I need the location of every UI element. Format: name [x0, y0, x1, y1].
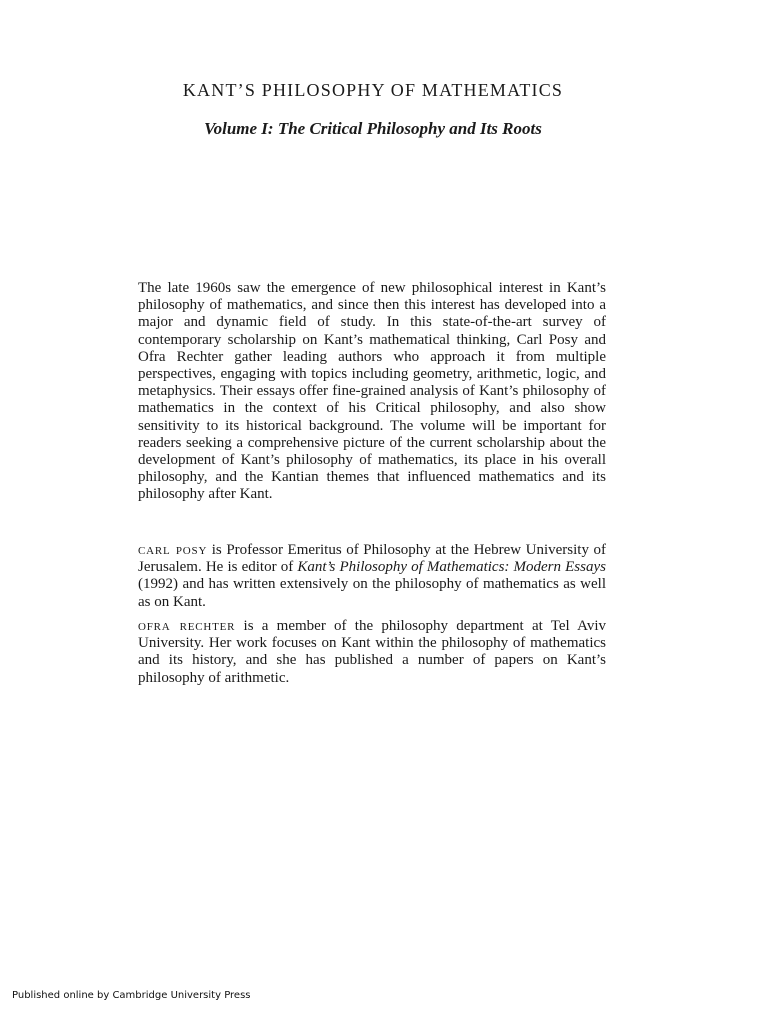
- editor-bio-posy-text-2: (1992) and has written extensively on the philosophy of mathematics as well as on Kant.: [138, 576, 606, 610]
- editor-name-posy: carl posy: [138, 542, 208, 558]
- editor-name-rechter: ofra rechter: [138, 618, 236, 634]
- book-title: KANT’S PHILOSOPHY OF MATHEMATICS: [182, 80, 564, 100]
- editor-bio-posy-book-title: Kant’s Philosophy of Mathematics: Modern Essays: [297, 559, 606, 576]
- editor-bio-rechter-text: is a member of the philosophy department at Tel Aviv University. Her work focuses on Kant within the philosophy of mathematics and its history, and she has published a number of papers on Kant’s philosophy of arithmetic.: [138, 618, 606, 686]
- publisher-footer: Published online by Cambridge University Press: [12, 990, 251, 1001]
- book-subtitle: Volume I: The Critical Philosophy and Its Roots: [204, 119, 542, 138]
- editor-bio-rechter: [138, 618, 606, 687]
- editor-bio-posy-text-1: is Professor Emeritus of Philosophy at the Hebrew University of Jerusalem. He is editor of: [138, 542, 606, 576]
- editor-bio-posy: [138, 542, 606, 611]
- book-blurb: The late 1960s saw the emergence of new philosophical interest in Kant’s philosophy of mathematics, and since then this interest has developed into a major and dynamic field of study. In this state-of-the-art survey of contemporary scholarship on Kant’s mathematical thinking, Carl Posy and Ofra Rechter gather leading authors who approach it from multiple perspectives, engaging with topics including geometry, arithmetic, logic, and metaphysics. Their essays offer fine-grained analysis of Kant’s philosophy of mathematics in the context of his Critical philosophy, and also show sensitivity to its historical background. The volume will be important for readers seeking a comprehensive picture of the current scholarship about the development of Kant’s philosophy of mathematics, its place in his overall philosophy, and the Kantian themes that influenced mathematics and its philosophy after Kant.: [138, 280, 606, 503]
